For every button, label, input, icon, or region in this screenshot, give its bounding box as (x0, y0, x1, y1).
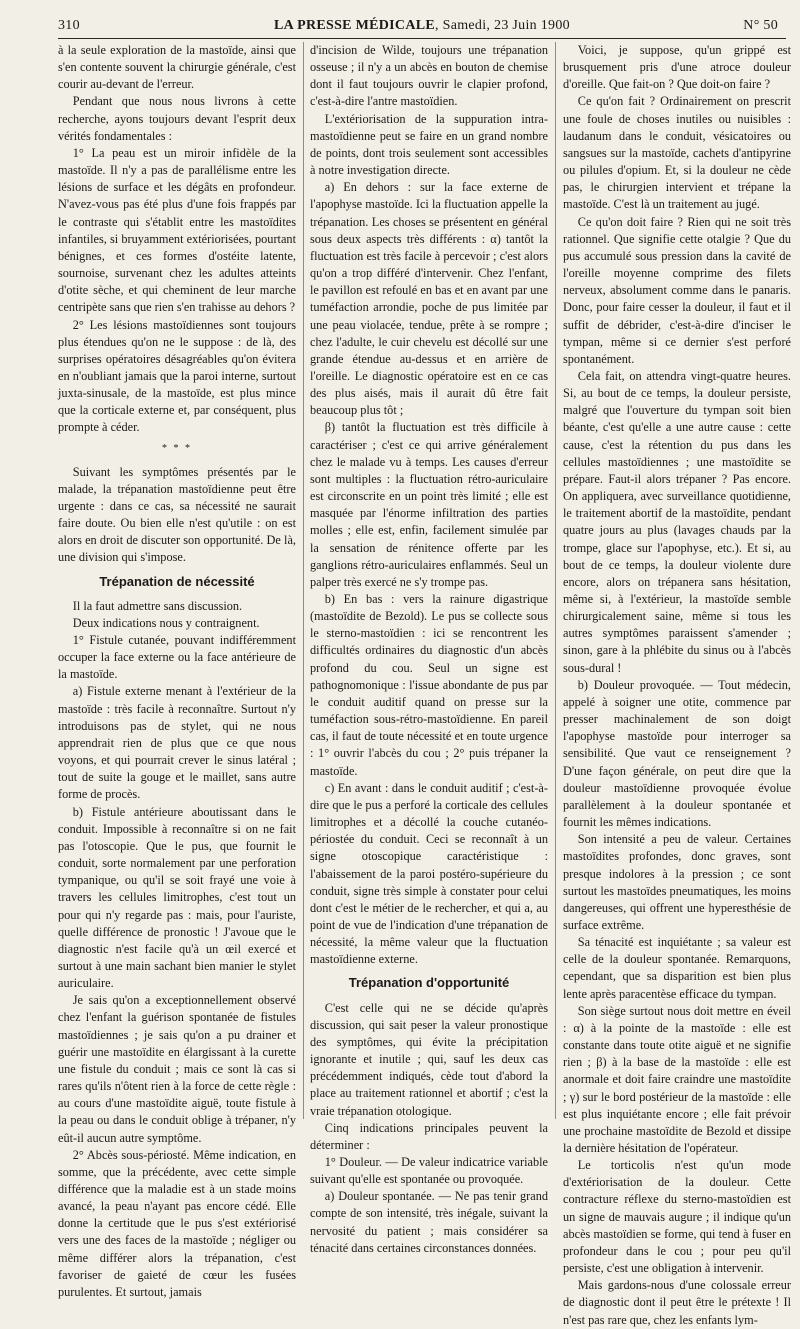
page-number: 310 (58, 18, 80, 33)
publication-name: LA PRESSE MÉDICALE (274, 18, 436, 33)
paragraph: Il la faut admettre sans discussion. (72, 598, 243, 613)
paragraph: Ce qu'on fait ? Ordinairement on prescrit une foule de choses inutiles ou nuisibles : laudanum dans le conduit, vésicatoires ou sangsues sur la mastoïde, cachets d'antipyrine ou pilules d'opium. Et, si la douleur ne cède pas, le chirurgien intervient et trépane la mastoïde. C'est là un traitement au jugé. (563, 94, 791, 212)
paragraph: β) tantôt la fluctuation est très difficile à caractériser ; c'est ce qui arrive généralement chez le malade vu à temps. Les causes d'erreur sont multiples : la fluctuation rétro-auriculaire est circonscrite en un point très limité ; elle est masquée par l'énorme infiltration des parties molles ; elle est, enfin, facilement simulée par la sensation de rénitence offerte par les ganglions rétro-auriculaires enflammés. Seul un palper très exercé ne s'y trompe pas. (310, 420, 548, 589)
paragraph: C'est celle qui ne se décide qu'après discussion, qui sait peser la valeur pronostique des symptômes, qui évite la précipitation ignorante et inutile ; qui, sauf les deux cas précédemment indiqués, cède tout d'abord la place au traitement rationnel et abortif ; c'est la vraie trépanation otologique. (310, 1000, 548, 1118)
paragraph: a) En dehors : sur la face externe de l'apophyse mastoïde. Ici la fluctuation appelle la trépanation. Les choses se présentent en général sous deux aspects très différents : α) tantôt la fluctuation est très facile à percevoir ; c'est alors qu'on a trop différé d'intervenir. Chez l'enfant, le pavillon est refoulé en bas et en avant par une tuméfaction arrondie, poche de pus limitée par une peau violacée, tendue, prête à se rompre ; chez l'adulte, le cuir chevelu est décollé sur une grande étendue au-dessus et en arrière de l'oreille. Le diagnostic opératoire est en ce cas des plus aisés, mais il aurait dû être fait beaucoup plus tôt ; (310, 180, 548, 418)
paragraph: c) En avant : dans le conduit auditif ; c'est-à-dire que le pus a perforé la corticale des cellules limitrophes et a décollé la couche cutanéo-périostée du conduit. Ceci se reconnaît à un signe otoscopique caractéristique : l'abaissement de la paroi postéro-supérieure du conduit, signe très simple à constater pour celui dont c'est le métier de le rechercher, et qui a, au point de vue de l'indication d'une trépanation de nécessité, la même valeur que la fluctuation mastoïdienne externe. (310, 780, 548, 967)
paragraph: Le torticolis n'est qu'un mode d'extériorisation de la douleur. Cette contracture réflexe du sterno-mastoïdien est un signe de mauvais augure ; il indique qu'un abcès mastoïdien se forme, qui tend à fuser en profondeur dans le cou ; pour peu qu'il persiste, c'est une obligation à intervenir. (563, 1158, 791, 1276)
paragraph: Suivant les symptômes présentés par le malade, la trépanation mastoïdienne peut être urgente : dans ce cas, sa nécessité ne saurait faire doute. Ou bien elle n'est qu'utile : on est alors en droit de discuter son opportunité. De là, une division qui s'impose. (58, 464, 296, 565)
paragraph: 1° Douleur. — De valeur indicatrice variable suivant qu'elle est spontanée ou provoquée. (310, 1155, 548, 1187)
page-header (58, 14, 786, 39)
paragraph: b) Douleur provoquée. — Tout médecin, appelé à soigner une otite, commence par presser machinalement de son doigt l'apophyse mastoïde pour interroger sa sensibilité. Que vaut ce renseignement ? D'une façon générale, on peut dire que la douleur mastoïdienne provoquée évolue parallèlement à la douleur spontanée et fournit les mêmes indications. (563, 677, 791, 830)
paragraph: 2° Abcès sous-périosté. Même indication, en somme, que la précédente, avec cette simple différence que la maladie est à un stade moins avancé, la peau n'ayant pas encore cédé. Elle donne la certitude que le pus s'est extériorisé vers une des faces de la mastoïde ; négliger ou même différer alors la trépanation, c'est favoriser de gaieté de cœur les fusées purulentes. Et surtout, jamais (58, 1147, 296, 1299)
paragraph: a) Fistule externe menant à l'extérieur de la mastoïde : très facile à reconnaître. Surtout n'y introduisons pas de stylet, qui ne nous apprendrait rien de plus que ce que nous voyons, et qui pourrait crever le sinus latéral ; tout de suite la gouge et le maillet, sans autre forme de procès. (58, 684, 296, 802)
section-separator: * * * (162, 442, 192, 454)
paragraph: Sa ténacité est inquiétante ; sa valeur est celle de la douleur spontanée. Remarquons, cependant, que sa disparition est bien plus lente après paracentèse efficace du tympan. (563, 935, 791, 1001)
paragraph: Cela fait, on attendra vingt-quatre heures. Si, au bout de ce temps, la douleur persiste, malgré que l'ouverture du tympan soit bien béante, c'est qu'elle a une autre cause : cette cause, c'est la rétention du pus dans les cellules mastoïdiennes ; une mastoïdite se prépare. Faut-il alors trépaner ? Pas encore. On appliquera, avec surveillance quotidienne, le traitement abortif de la mastoïdite, pendant quatre jours au plus (lavages chauds par la trompe, glace sur l'apophyse, etc.). Et si, au bout de ce temps, la douleur violente dure encore, alors on trépanera sans hésitation, même si, à l'extérieur, la mastoïde semble chirurgicalement saine, même si tous les autres symptômes paraissent s'amender ; sinon, gare à la phlébite du sinus ou à l'abcès sous-dural ! (563, 368, 791, 675)
column-left (58, 42, 296, 1299)
paragraph: d'incision de Wilde, toujours une trépanation osseuse ; il n'y a un abcès en bouton de chemise dont il faut toujours ouvrir le clapier profond, c'est-à-dire l'antre mastoïdien. (310, 43, 548, 109)
paragraph: b) Fistule antérieure aboutissant dans le conduit. Impossible à reconnaître si on ne fait pas l'otoscopie. Que le pus, que fournit le conduit, sorte normalement par une perforation tympanique, ou qu'il se soit frayé une voie à travers les cellules limitrophes, c'est tout un pour qui n'y regarde pas : mais, pour l'auriste, quelle différence de pronostic ! J'avoue que le diagnostic n'est facile qu'à un œil exercé et surtout à une main sachant bien manier le stylet auriculaire. (58, 804, 296, 991)
paragraph: L'extériorisation de la suppuration intra-mastoïdienne peut se faire en un grand nombre de points, dont trois seulement sont accessibles à notre investigation directe. (310, 111, 548, 178)
section-heading: Trépanation d'opportunité (348, 975, 510, 991)
paragraph: Voici, je suppose, qu'un grippé est brusquement pris d'une atroce douleur d'oreille. Que fait-on ? Que doit-on faire ? (563, 43, 791, 92)
paragraph: Mais gardons-nous d'une colossale erreur de diagnostic dont il peut être le prétexte ! Il n'est pas rare que, chez les enfants lym- (563, 1278, 791, 1327)
paragraph: b) En bas : vers la rainure digastrique (mastoïdite de Bezold). Le pus se collecte sous le sterno-mastoïdien : ici se rencontrent les difficultés ordinaires du diagnostic d'un abcès profond du cou. Seul un signe est pathognomonique : l'issue abondante de pus par le conduit auditif quand on presse sur la tuméfaction sous-rétro-mastoïdienne. En pareil cas, il faut de toute nécessité et en toute urgence : 1° ouvrir l'abcès du cou ; 2° puis trépaner la mastoïde. (310, 592, 548, 778)
section-heading: Trépanation de nécessité (99, 573, 255, 589)
column-right (563, 42, 791, 1327)
paragraph: Ce qu'on doit faire ? Rien qui ne soit très rationnel. Que signifie cette otalgie ? Que du pus accumulé sous pression dans la cavité de l'oreille moyenne comprime des filets nerveux, absolument comme dans le panaris. Donc, pour faire cesser la douleur, il faut et il suffit de débrider, c'est-à-dire d'inciser le tympan, même si ce dernier s'est perforé spontanément. (563, 214, 791, 366)
masthead (58, 18, 786, 34)
column-divider (303, 42, 304, 1119)
paragraph: a) Douleur spontanée. — Ne pas tenir grand compte de son intensité, très inégale, suivant la nervosité du patient ; mais considérer sa ténacité dans certaines circonstances données. (310, 1189, 548, 1255)
paragraph: Je sais qu'on a exceptionnellement observé chez l'enfant la guérison spontanée de fistules mastoïdiennes ; je sais qu'on a pu drainer et guérir une mastoïdite en élargissant à la curette une fistule du conduit ; mais ce sont là cas si rares qu'ils n'ôtent rien à la force de cette règle : au cours d'une mastoïdite aiguë, toute fistule à la peau ou dans le conduit oblige à trépaner, n'y eût-il aucun autre symptôme. (58, 993, 296, 1145)
paragraph: Pendant que nous nous livrons à cette recherche, ayons toujours devant l'esprit deux vérités fondamentales : (58, 94, 296, 143)
column-divider (555, 42, 556, 1119)
issue-number: N° 50 (743, 18, 778, 33)
paragraph: 1° Fistule cutanée, pouvant indifféremment occuper la face externe ou la face antérieure de la mastoïde. (58, 633, 296, 682)
paragraph: Cinq indications principales peuvent la déterminer : (310, 1120, 548, 1152)
paragraph: à la seule exploration de la mastoïde, ainsi que s'en contente souvent la chirurgie générale, c'est courir au-devant de l'erreur. (58, 43, 296, 92)
paragraph: Son siège surtout nous doit mettre en éveil : α) à la pointe de la mastoïde : elle est constante dans toute otite aiguë et ne signifie rien ; β) à la base de la mastoïde : elle est anormale et doit faire craindre une mastoïdite ; γ) sur le bord postérieur de la mastoïde : elle est plus inquiétante encore ; elle fait prévoir une prochaine mastoïdite de Bezold et dissipe la dernière hésitation de l'opérateur. (563, 1003, 791, 1155)
paragraph: Deux indications nous y contraignent. (72, 615, 260, 630)
column-middle (310, 42, 548, 1255)
paragraph: 1° La peau est un miroir infidèle de la mastoïde. Il n'y a pas de parallélisme entre les lésions de surface et les dégâts en profondeur. N'avez-vous pas été plus d'une fois frappés par le contraste qui s'établit entre les mastoïdites infantiles, si bruyamment extériorisées, pourtant bénignes, et ces formes d'ostéite latente, sournoise, survenant chez les adultes atteints d'otite sèche, et qui cheminent de leur marche centripète sans que rien s'en trahisse au dehors ? (58, 145, 296, 315)
issue-date: , Samedi, 23 Juin 1900 (435, 18, 570, 33)
paragraph: 2° Les lésions mastoïdiennes sont toujours plus étendues qu'on ne le suppose : de là, des surprises opératoires désagréables qu'on évitera en n'oubliant jamais que la paroi interne, surtout juxta-sinusale, de la mastoïde, est plus mince que la corticale externe et, par conséquent, plus prompte à céder. (58, 317, 296, 435)
paragraph: Son intensité a peu de valeur. Certaines mastoïdites profondes, donc graves, sont presque indolores à la pression ; ce sont surtout les mastoïdes pneumatiques, les moins dangereuses, qui offrent une hyperesthésie de surface extrême. (563, 832, 791, 932)
